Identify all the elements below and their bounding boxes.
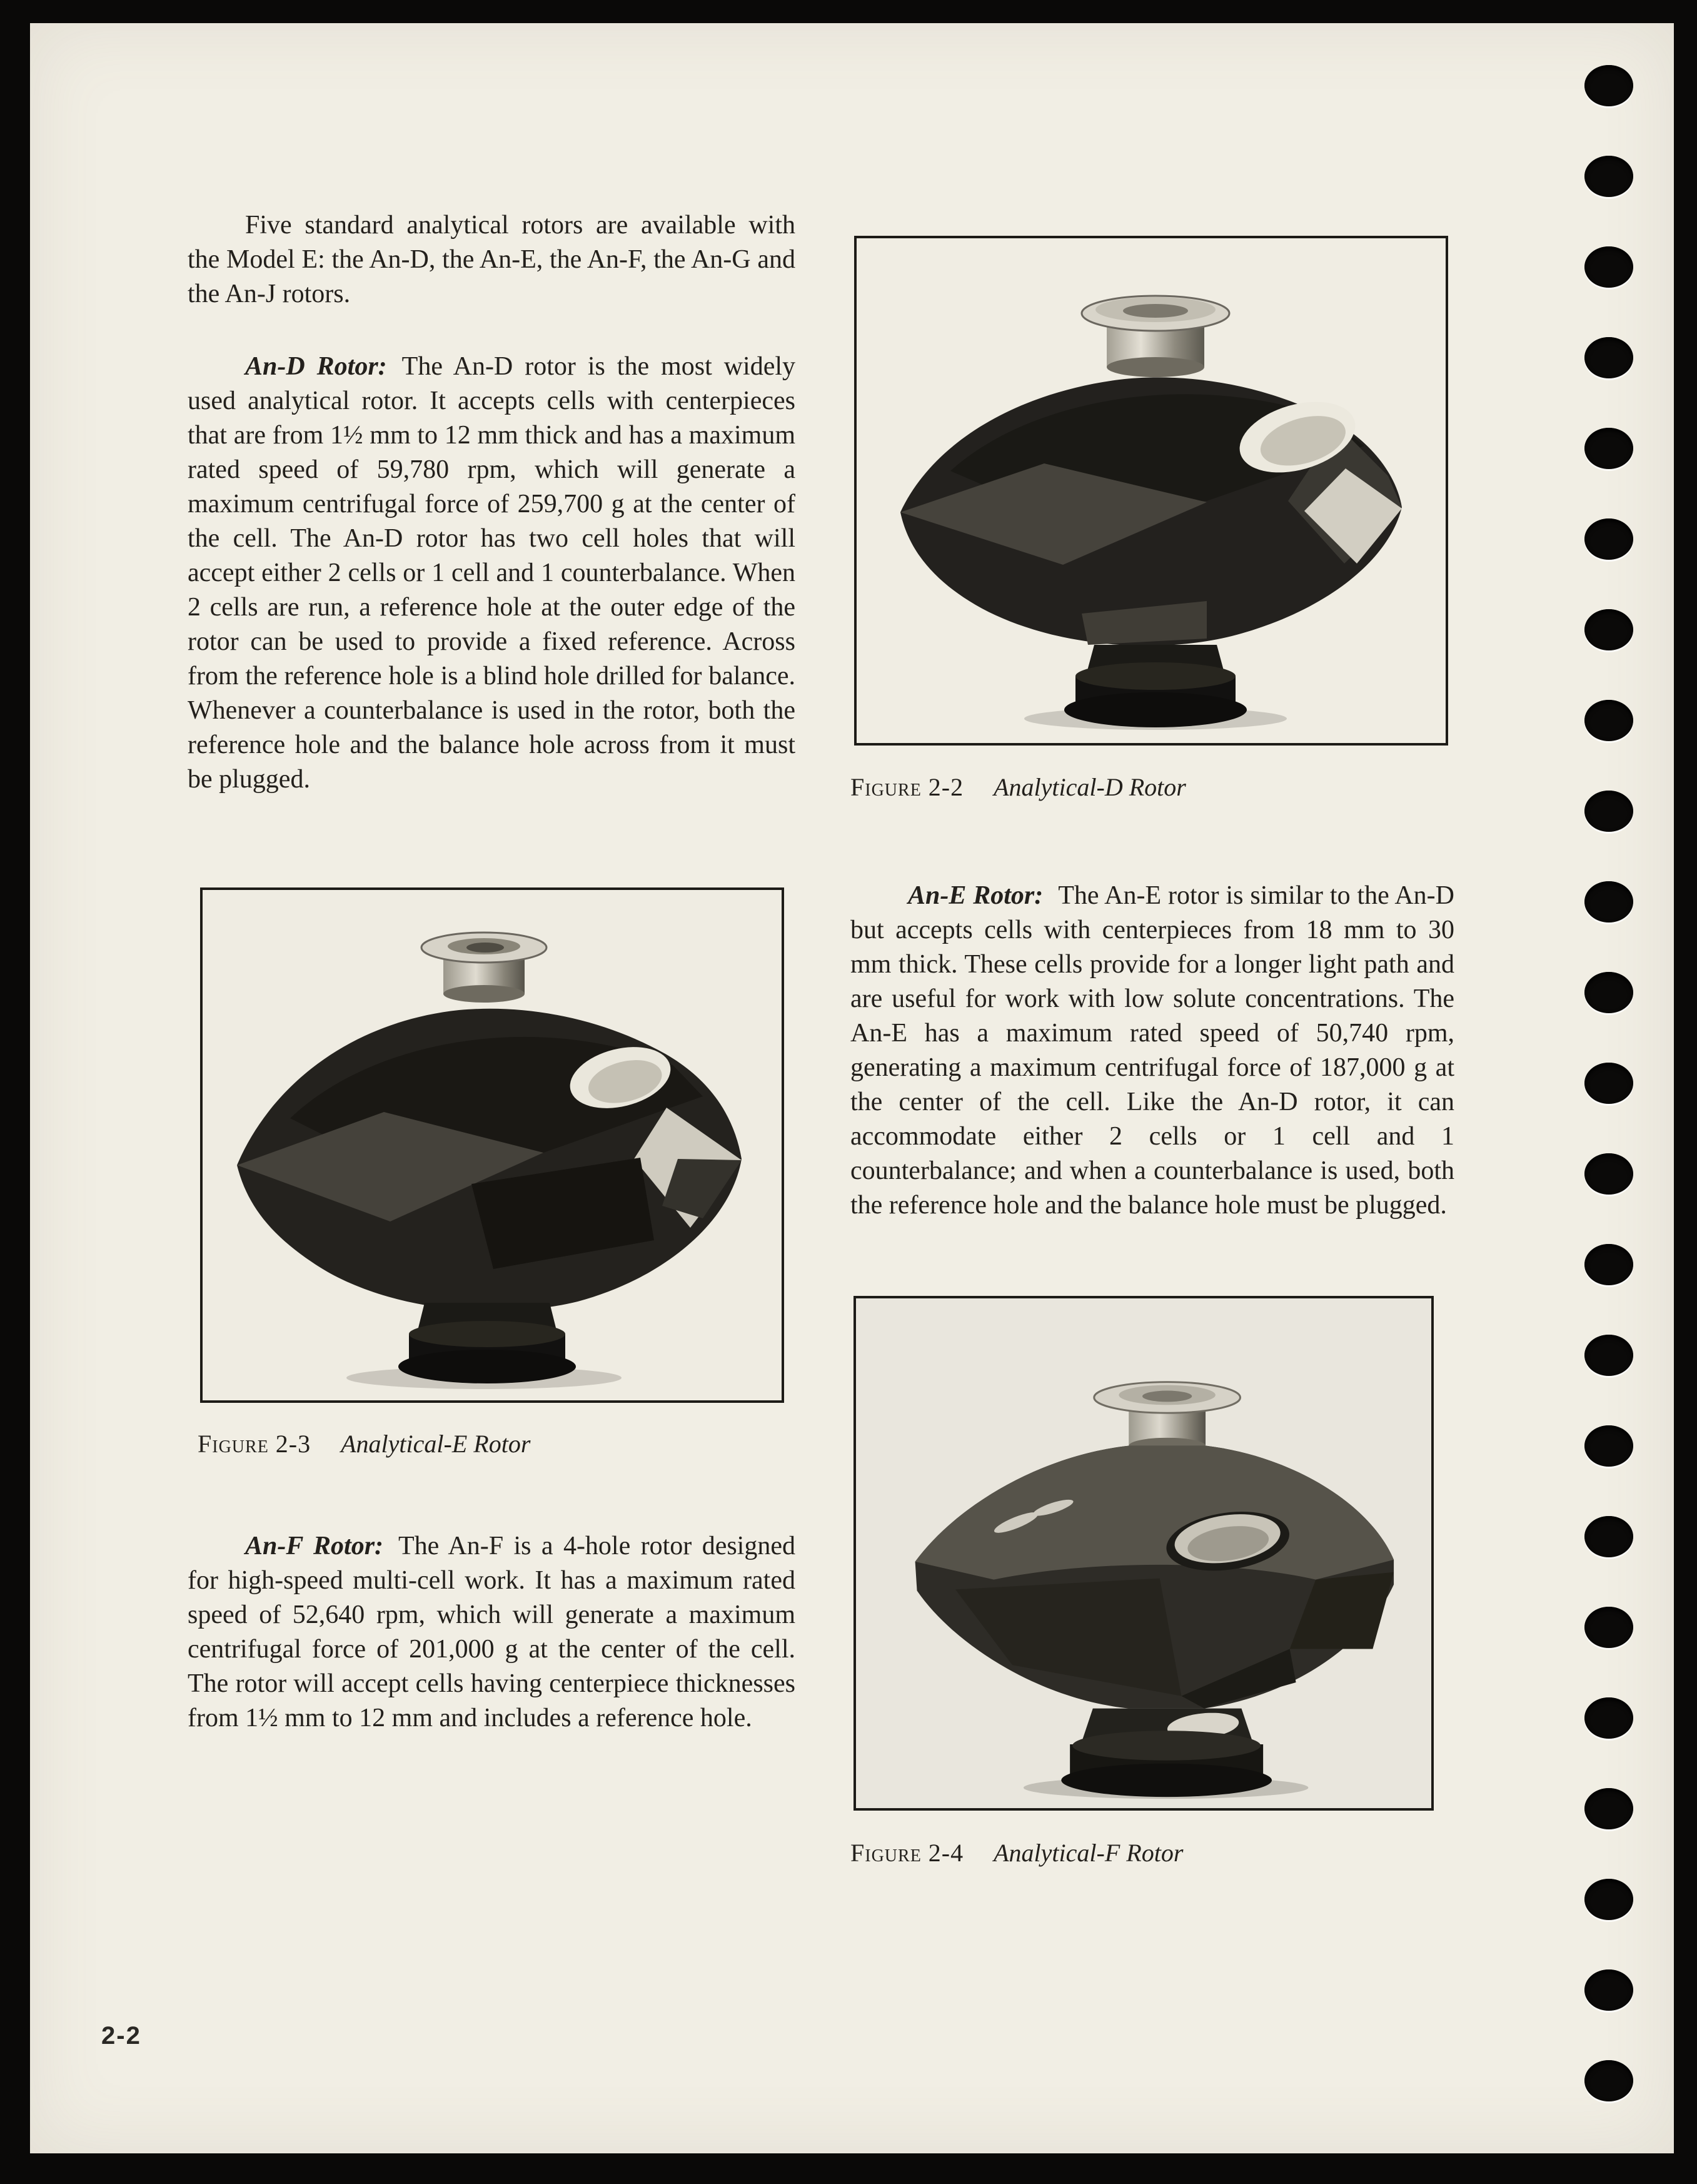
an-d-lead: An-D Rotor: — [245, 352, 387, 381]
figure-2-3-label: Figure 2-3 — [198, 1430, 311, 1458]
punch-hole — [1584, 1607, 1633, 1648]
intro-text: Five standard analytical rotors are available with the Model E: the An-D, the An-E, the An-F, the An-G and the An-J rotors. — [188, 211, 795, 308]
punch-hole — [1584, 1153, 1633, 1195]
figure-2-3-box — [200, 887, 784, 1403]
punch-hole — [1584, 609, 1633, 650]
rotor-photo-an-d — [857, 238, 1446, 743]
punch-hole — [1584, 1425, 1633, 1467]
an-d-paragraph — [188, 350, 795, 797]
figure-2-4-label: Figure 2-4 — [850, 1839, 964, 1867]
figure-2-2-caption — [850, 772, 1186, 802]
an-e-body: The An-E rotor is similar to the An-D but accepts cells with centerpieces from 18 mm to 30 mm thick. These cells provide for a longer light path and are useful for work with low solute concentrations. The An-E has a maximum rated speed of 50,740 rpm, generating a maximum centrifugal force of 187,000 g at the center of the cell. Like the An-D rotor, it can accommodate either 2 cells or 1 cell and 1 counterbalance; and when a counterbalance is used, both the reference hole and the balance hole must be plugged. — [850, 881, 1454, 1220]
punch-hole — [1584, 1516, 1633, 1557]
rotor-photo-an-f — [856, 1298, 1431, 1808]
an-e-lead: An-E Rotor: — [908, 881, 1044, 910]
punch-hole — [1584, 1879, 1633, 1920]
figure-2-3-title: Analytical-E Rotor — [341, 1430, 531, 1458]
figure-2-3-caption — [198, 1429, 530, 1459]
punch-hole — [1584, 1788, 1633, 1829]
punch-hole — [1584, 972, 1633, 1013]
punch-hole — [1584, 1969, 1633, 2011]
an-f-paragraph — [188, 1529, 795, 1736]
figure-2-4-title: Analytical-F Rotor — [994, 1839, 1184, 1867]
punch-hole — [1584, 1335, 1633, 1376]
punch-hole — [1584, 1063, 1633, 1104]
punch-hole — [1584, 700, 1633, 741]
figure-2-2-label: Figure 2-2 — [850, 773, 964, 801]
punch-hole — [1584, 2060, 1633, 2101]
an-f-body: The An-F is a 4-hole rotor designed for high-speed multi-cell work. It has a maximum rated speed of 52,640 rpm, which will generate a maximum centrifugal force of 201,000 g at the center of the cell. The rotor will accept cells having centerpiece thicknesses from 1½ mm to 12 mm and includes a reference hole. — [188, 1532, 795, 1732]
paper-sheet — [30, 23, 1674, 2153]
rotor-photo-an-e — [203, 890, 782, 1400]
an-f-lead: An-F Rotor: — [245, 1532, 384, 1560]
figure-2-2-title: Analytical-D Rotor — [994, 773, 1186, 801]
figure-2-4-box — [854, 1296, 1434, 1811]
figure-2-2-box — [854, 236, 1448, 746]
an-d-body: The An-D rotor is the most widely used analytical rotor. It accepts cells with centerpieces that are from 1½ mm to 12 mm thick and has a maximum rated speed of 59,780 rpm, which will generate a maximum centrifugal force of 259,700 g at the center of the cell. The An-D rotor has two cell holes that will accept either 2 cells or 1 cell and 1 counterbalance. When 2 cells are run, a reference hole at the outer edge of the rotor can be used to provide a fixed reference. Across from the reference hole is a blind hole drilled for balance. Whenever a counterbalance is used in the rotor, both the reference hole and the balance hole across from it must be plugged. — [188, 352, 796, 794]
intro-paragraph — [188, 208, 795, 311]
punch-hole — [1584, 156, 1633, 197]
page-number: 2-2 — [101, 2022, 141, 2050]
punch-hole — [1584, 791, 1633, 832]
punch-hole — [1584, 518, 1633, 560]
punch-hole — [1584, 246, 1633, 288]
punch-hole — [1584, 881, 1633, 923]
an-e-paragraph — [850, 879, 1454, 1223]
punch-hole — [1584, 428, 1633, 469]
figure-2-4-caption — [850, 1838, 1183, 1868]
punch-hole — [1584, 1244, 1633, 1285]
punch-hole — [1584, 337, 1633, 378]
punch-hole — [1584, 65, 1633, 106]
punch-hole — [1584, 1697, 1633, 1739]
